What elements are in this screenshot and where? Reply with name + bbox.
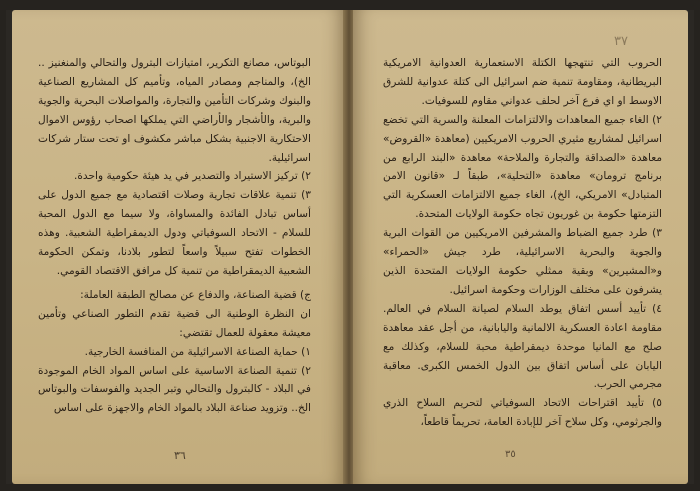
left-paragraph: ١) حماية الصناعة الاسرائيلية من المنافسة الخارجية. (84, 345, 311, 358)
left-paragraph: ان النظرة الوطنية الى قضية تقدم التطور الصناعي وتأمين معيشة معقولة للعمال تقتضي: (38, 307, 311, 339)
right-page-number-foot: ٣٥ (505, 449, 516, 460)
left-page (12, 10, 345, 484)
left-paragraph: ٢) تنمية الصناعة الاساسية على اساس المواد الخام الموجودة في البلاد - كالبترول والتحالي وتبر الجديد والفوسفات والبوتاس الخ.. وتزويد صناعة البلاد بالمواد الخام والاجهزة على اساس (38, 364, 311, 415)
right-paragraph: ٢) الغاء جميع المعاهدات والالتزامات المعلنة والسرية التي تخضع اسرائيل لمشاريع مثيري الحروب الامريكيين (معاهدة «القروض» معاهدة «الصداقة والتجارة والملاحة» معاهدة «البند الرابع من برنامج ترومان» معاهدة «التحلية»، طبقاً لـ «قانون الامن المتبادل» الامريكي، الخ)، الغاء جميع الالتزامات العسكرية التي التزمتها حكومة بن غوريون تجاه حكومة الولايات المتحدة. (383, 113, 662, 221)
right-paragraph: ٤) تأييد أسس اتفاق يوطد السلام لصيانة السلام في العالم. مقاومة اعادة العسكرية الالمانية واليابانية، من أجل عقد معاهدة صلح مع المانيا موحدة ديمقراطية محبة للسلام، وكذلك مع اليابان على أساس اتفاق بين الدول الخمس الكبرى. معاقبة مجرمي الحرب. (383, 302, 662, 391)
left-paragraph: البوتاس، مصانع التكرير، امتيازات البترول والتحالي والمنغنيز .. الخ)، والمناجم ومصادر المياه، وتأميم كل المشاريع الصناعية والبنوك وشركات التأمين والتجارة، والمواصلات البحرية والجوية والبرية، والأشجار والأراضي التي يملكها اصحاب رؤوس الاموال الاحتكارية الاجنبية بشكل مباشر مكشوف او تحت ستار شركات اسرائيلية. (38, 57, 311, 164)
left-page-number: ٣٦ (174, 449, 186, 462)
left-page-text (38, 54, 311, 438)
right-page (353, 10, 688, 484)
right-paragraph: الحروب التي تنتهجها الكتلة الاستعمارية العدوانية الامريكية البريطانية، ومقاومة تنمية ضم اسرائيل الى كتلة عدوانية للشرق الاوسط او اي فرع آخر لحلف عدواني مقاوم للسوفيات. (383, 57, 662, 107)
right-page-text (383, 54, 662, 438)
right-page-number-top: ٣٧ (614, 34, 628, 49)
right-paragraph: ٣) طرد جميع الضباط والمشرفين الامريكيين من القوات البرية والجوية والبحرية الاسرائيلية، طرد جيش «الحمراء» و«المشيرين» وبقية ممثلي حكومة الولايات المتحدة الذين يشرفون على مختلف الوزارات وحكومة اسرائيل. (383, 227, 662, 296)
left-paragraph: ٢) تركيز الاستيراد والتصدير في يد هيئة حكومية واحدة. (73, 170, 311, 183)
left-subheading: ج) قضية الصناعة، والدفاع عن مصالح الطبقة العاملة: (80, 288, 311, 301)
right-paragraph: ٥) تأييد اقتراحات الاتحاد السوفياتي لتحريم السلاح الذري والجرثومي، وكل سلاح آخر للإبادة العامة، تحريماً قاطعاً، (383, 397, 662, 429)
book-spread (6, 10, 694, 484)
left-paragraph: ٣) تنمية علاقات تجارية وصلات اقتصادية مع جميع الدول على أساس تبادل الفائدة والمساواة، ولا سيما مع الدول المحبة للسلام - الاتحاد السوفياتي ودول الديمقراطية الشعبية. وهذه الخطوات تفتح سبيلاً واسعاً لتطور بلادنا، وتمكن الحكومة الشعبية الديمقراطية من تنمية كل مرافق الاقتصاد القومي. (38, 189, 311, 277)
